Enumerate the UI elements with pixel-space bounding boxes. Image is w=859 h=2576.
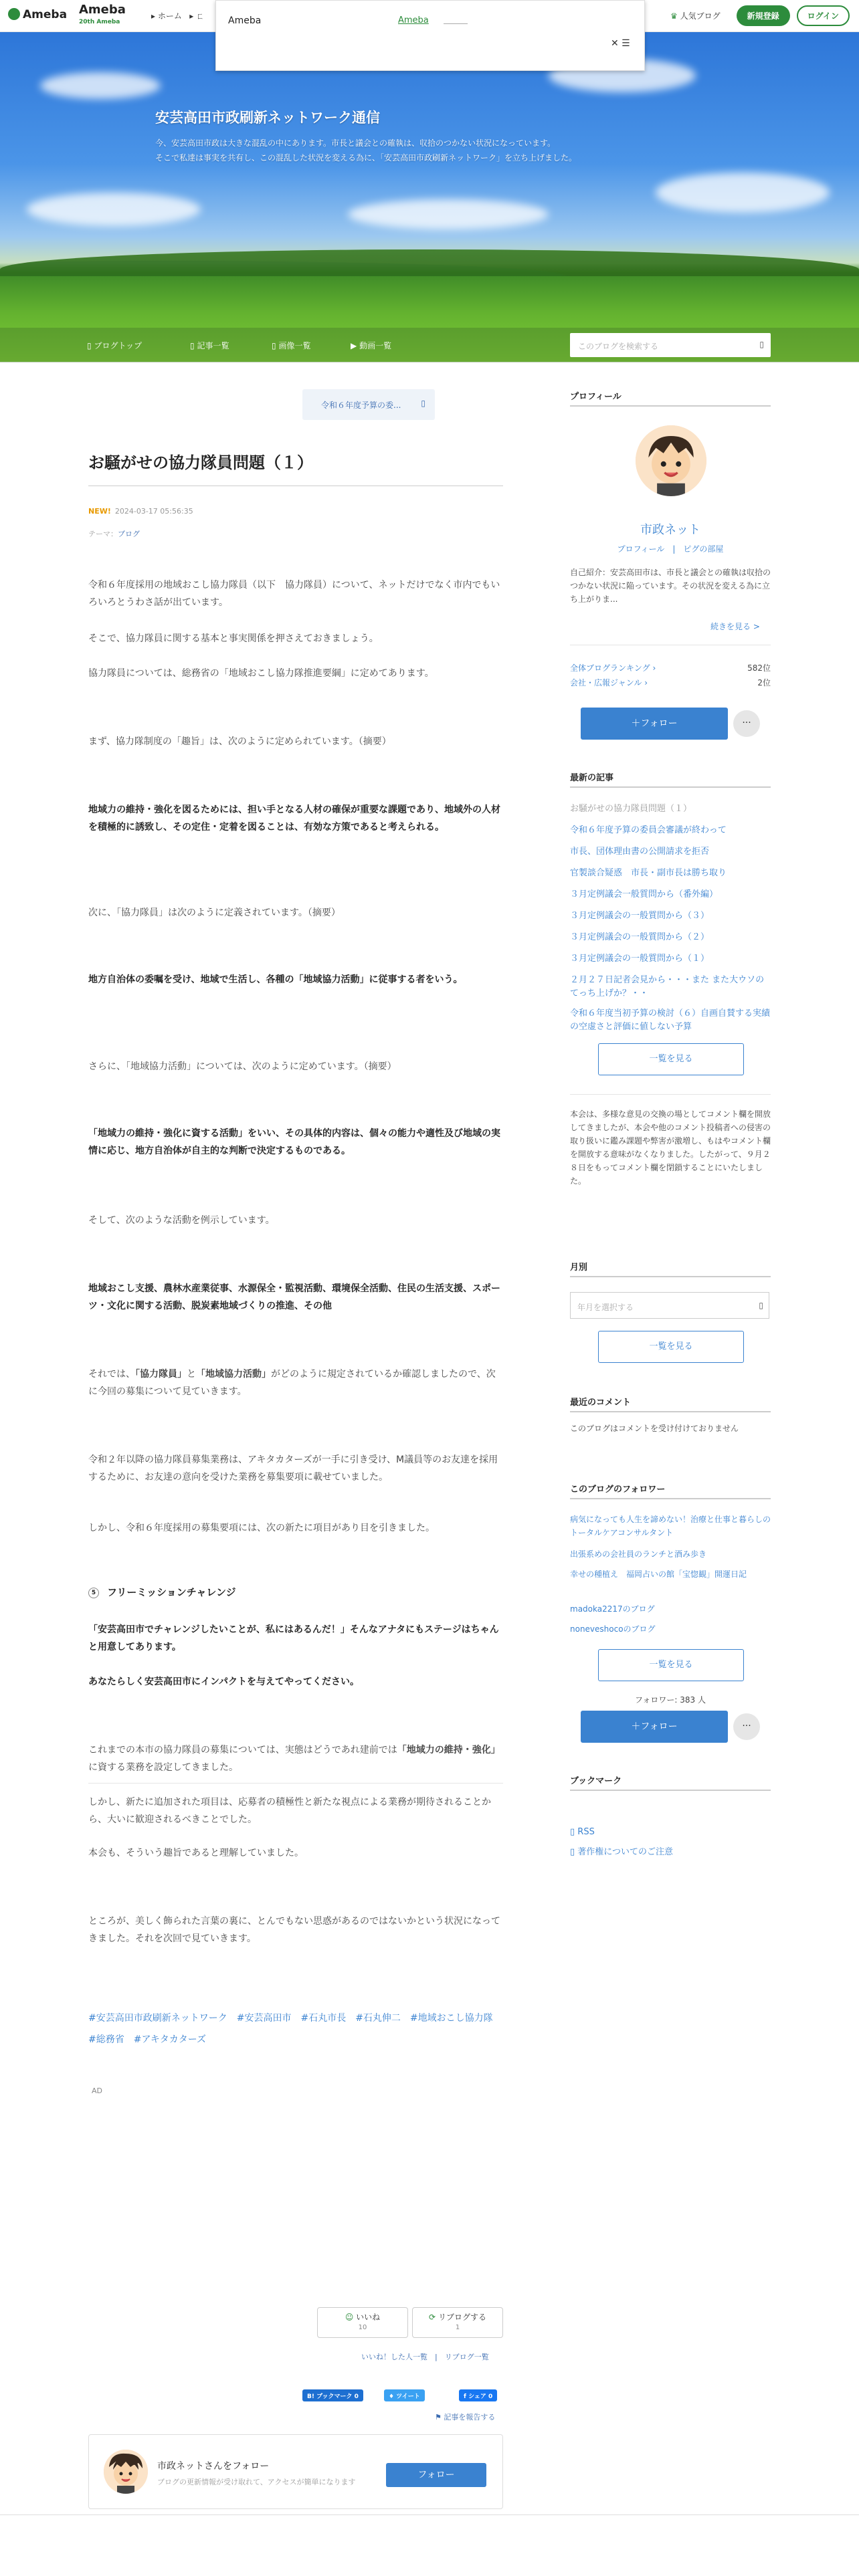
- chevron-down-icon: ▯: [759, 1301, 763, 1310]
- like-button[interactable]: ☺ いいね 10: [317, 2307, 408, 2338]
- article-list-link[interactable]: ▯ 記事一覧: [190, 341, 229, 350]
- followers-list-button[interactable]: 一覧を見る: [598, 1649, 744, 1681]
- follower-blog-link[interactable]: 病気になっても人生を諦めない！治療と仕事と暮らしのトータルケアコンサルタント: [570, 1515, 771, 1537]
- avatar-icon: [104, 2450, 148, 2494]
- video-icon: ▶: [351, 341, 357, 350]
- follow-box-description: ブログの更新情報が受け取れて、アクセスが簡単になります: [157, 2478, 356, 2486]
- more-options-button[interactable]: ···: [733, 710, 760, 737]
- chevron-right-icon: ▯: [421, 399, 425, 408]
- heading-underline: [570, 786, 771, 788]
- reblog-list-link[interactable]: リブログ一覧: [444, 2353, 489, 2361]
- latest-article-link[interactable]: 令和６年度予算の委員会審議が終わって: [570, 825, 727, 835]
- profile-link[interactable]: プロフィール: [617, 544, 665, 554]
- ad-label: AD: [92, 2086, 102, 2095]
- rss-link[interactable]: ▯ RSS: [570, 1827, 595, 1837]
- bird-icon: ♦: [389, 2393, 395, 2400]
- paragraph: しかし、令和６年度採用の募集要項には、次の新たに項目があり目を引きました。: [88, 1523, 435, 1533]
- blog-top-link[interactable]: ▯ ブログトップ: [87, 341, 142, 350]
- profile-heading: プロフィール: [570, 392, 622, 402]
- more-options-button-2[interactable]: ···: [733, 1713, 760, 1740]
- follower-blog-link[interactable]: noneveshocoのブログ: [570, 1624, 656, 1634]
- reblog-button[interactable]: ⟳ リブログする 1: [412, 2307, 503, 2338]
- heading-underline: [570, 1790, 771, 1791]
- like-users-link[interactable]: いいね！した人一覧: [361, 2353, 427, 2361]
- profile-avatar[interactable]: [636, 425, 706, 496]
- heading-underline: [570, 1411, 771, 1412]
- bold-quote: 「安芸高田市でチャレンジしたいことが、私にはあるんだ！」そんなアナタにもステージはちゃんと用意してあります。: [88, 1624, 499, 1652]
- popup-label: Ameba: [228, 15, 262, 26]
- new-badge: NEW!: [88, 507, 111, 516]
- heading-underline: [570, 1276, 771, 1277]
- divider: [570, 1094, 771, 1095]
- recent-comments-heading: 最近のコメント: [570, 1398, 632, 1408]
- genre-ranking-link[interactable]: 会社・広報ジャンル › 2位: [570, 678, 771, 687]
- paragraph: そこで、協力隊員に関する基本と事実関係を押さえておきましょう。: [88, 633, 379, 644]
- prev-article-link[interactable]: 令和６年度予算の委... ▯: [302, 389, 435, 420]
- bold-quote: 地域おこし支援、農林水産業従事、水源保全・監視活動、環境保全活動、住民の生活支援、スポーツ・文化に関する活動、脱炭素地域づくりの推進、その他: [88, 1283, 500, 1311]
- latest-articles-heading: 最新の記事: [570, 773, 614, 783]
- bold-quote: あなたらしく安芸高田市にインパクトを与えてやってください。: [88, 1677, 360, 1687]
- theme-link[interactable]: ブログ: [118, 530, 140, 538]
- profile-name[interactable]: 市政ネット: [640, 523, 700, 537]
- popup-close-button[interactable]: ✕ ☰: [611, 38, 630, 49]
- sidebar-follow-button[interactable]: ＋フォロー: [581, 708, 728, 740]
- heading-underline: [570, 1498, 771, 1499]
- bookmark-heading: ブックマーク: [570, 1776, 622, 1786]
- reaction-links: いいね！した人一覧 | リブログ一覧: [361, 2353, 489, 2361]
- paragraph: 本会も、そういう趣旨であると理解していました。: [88, 1848, 304, 1858]
- article-title[interactable]: お騒がせの協力隊員問題（１）: [88, 453, 313, 472]
- hashtag-list[interactable]: #安芸高田市政刷新ネットワーク #安芸高田市 #石丸市長 #石丸伸二 #地域おこし協力隊 #総務省 #アキタカターズ: [88, 2013, 502, 2045]
- report-article-link[interactable]: ⚑ 記事を報告する: [435, 2413, 496, 2422]
- latest-article-link[interactable]: ３月定例議会の一般質問から（１）: [570, 954, 710, 964]
- document-icon: ▯: [570, 1847, 575, 1857]
- flag-icon: ⚑: [435, 2413, 442, 2422]
- popup-dialog: [215, 0, 645, 71]
- video-list-link[interactable]: ▶ 動画一覧: [351, 341, 392, 350]
- no-comments-text: このブログはコメントを受け付けておりません: [570, 1424, 739, 1433]
- section-heading: 5 フリーミッションチャレンジ: [88, 1585, 236, 1599]
- latest-article-link[interactable]: ３月定例議会の一般質問から（３）: [570, 911, 710, 921]
- rss-icon: ▯: [570, 1827, 575, 1837]
- tweet-button[interactable]: ♦ ツイート: [384, 2389, 425, 2401]
- overall-ranking-link[interactable]: 全体ブログランキング › 582位: [570, 663, 771, 673]
- latest-article-link[interactable]: 市長、団体理由書の公開請求を拒否: [570, 847, 710, 857]
- like-count: 10: [358, 2324, 367, 2331]
- follower-count: フォロワー: 383 人: [635, 1695, 706, 1705]
- profile-links: プロフィール | ピグの部屋: [617, 544, 724, 554]
- like-icon: ☺: [345, 2313, 354, 2322]
- profile-intro: 自己紹介：安芸高田市は、市長と議会との確執は収拾のつかない状況に陥っています。その状況を変える為に立ち上がりま...: [570, 568, 771, 604]
- chevron-right-icon: ›: [644, 678, 648, 687]
- ameba-logo[interactable]: Ameba: [8, 8, 67, 21]
- latest-article-link[interactable]: 官製談合疑惑 市長・副市長は勝ち取り: [570, 868, 727, 878]
- follow-button[interactable]: フォロー: [386, 2463, 486, 2487]
- paragraph: まず、協力隊制度の「趣旨」は、次のように定められています。（摘要）: [88, 736, 391, 747]
- monthly-heading: 月別: [570, 1263, 588, 1273]
- cloud: [348, 199, 549, 229]
- blog-icon: ▯: [87, 341, 92, 350]
- latest-article-link[interactable]: ３月定例議会の一般質問から（２）: [570, 932, 710, 942]
- paragraph: しかし、新たに追加された項目は、応募者の積極性と新たな視点による業務が期待されることから、大いに歓迎されるべきことでした。: [88, 1797, 491, 1825]
- image-list-link[interactable]: ▯ 画像一覧: [272, 341, 311, 350]
- blog-description: 今、安芸高田市政は大きな混乱の中にあります。市長と議会との確執は、収拾のつかない状況になっています。 そこで私達は事実を共有し、この混乱した状況を変える為に、「安芸高田市政刷新ネットワーク」を立ち上げました。: [155, 138, 577, 163]
- ameba-logo-icon: [8, 8, 20, 20]
- paragraph: 協力隊員については、総務省の「地域おこし協力隊推進要綱」に定めてあります。: [88, 668, 434, 679]
- monthly-list-button[interactable]: 一覧を見る: [598, 1331, 744, 1363]
- article-meta: [88, 507, 193, 516]
- pigg-room-link[interactable]: ピグの部屋: [683, 544, 724, 554]
- paragraph: 令和６年度採用の地域おこし協力隊員（以下 協力隊員）について、ネットだけでなく市内でもいろいろとうわさ話が出ています。: [88, 580, 500, 608]
- follow-box: [88, 2434, 503, 2509]
- paragraph: それでは、「協力隊員」と「地域協力活動」がどのように規定されているか確認しましたので、次に今回の募集について見ていきます。: [88, 1369, 496, 1397]
- latest-article-link[interactable]: 令和６年度当初予算の検討（６）自画自賛する実績の空虚さと評価に値しない予算: [570, 1008, 771, 1032]
- footer-divider: [0, 2514, 859, 2515]
- popular-blog-link[interactable]: ♛ 人気ブログ: [670, 11, 721, 21]
- facebook-share-button[interactable]: f シェア 0: [459, 2389, 497, 2401]
- article-date: 2024-03-17 05:56:35: [114, 507, 193, 516]
- paragraph: さらに、「地域協力活動」については、次のように定めています。（摘要）: [88, 1061, 397, 1072]
- paragraph: 次に、「協力隊員」は次のように定義されています。（摘要）: [88, 907, 341, 918]
- number-badge: 5: [88, 1588, 99, 1598]
- header-actions: [670, 5, 850, 26]
- blog-header-image: [0, 32, 859, 362]
- article-list-button[interactable]: 一覧を見る: [598, 1043, 744, 1075]
- blog-title[interactable]: 安芸高田市政刷新ネットワーク通信: [155, 110, 380, 126]
- bold-quote: 地域力の維持・強化を図るためには、担い手となる人材の確保が重要な課題であり、地域外の人材を積極的に誘致し、その定住・定着を図ることは、有効な方策であると考えられる。: [88, 804, 500, 833]
- global-nav: [151, 10, 204, 21]
- follower-blog-link[interactable]: 出張系めの会社員のランチと酒み歩き: [570, 1549, 707, 1559]
- rank-up-icon: ›: [652, 663, 656, 673]
- heading-underline: [570, 405, 771, 407]
- bold-quote: 「地域力の維持・強化に資する活動」をいい、その具体的内容は、個々の能力や適性及び地域の実情に応じ、地方自治体が自主的な判断で決定するものである。: [88, 1128, 500, 1156]
- reblog-count: 1: [455, 2324, 460, 2331]
- list-icon: ▯: [190, 341, 195, 350]
- popup-link[interactable]: Ameba: [398, 15, 429, 25]
- paragraph: これまでの本市の協力隊員の募集については、実態はどうであれ建前では「地域力の維持・強化」に資する業務を設定してきました。: [88, 1745, 500, 1773]
- follow-box-name: 市政ネットさんをフォロー: [157, 2461, 270, 2472]
- cloud: [656, 173, 830, 213]
- paragraph: そして、次のような活動を例示しています。: [88, 1215, 275, 1226]
- avatar: [104, 2450, 148, 2494]
- facebook-icon: f: [464, 2393, 466, 2400]
- paragraph: ところが、美しく飾られた言葉の裏に、とんでもない思惑があるのではないかという状況になってきました。それを次回で見ていきます。: [88, 1916, 500, 1944]
- comment-closed-notice: 本会は、多様な意見の交換の場としてコメント欄を開放してきましたが、本会や他のコメント投稿者への侵害の取り扱いに鑑み課題や弊害が激増し、もはやコメント欄を開放する意味がなくなりました。したがって、９月２８日をもってコメント欄を閉鎖することにいたしました。: [570, 1109, 771, 1186]
- nav-home[interactable]: ▸ ホーム: [151, 11, 182, 21]
- profile-avatar-icon: [636, 425, 706, 496]
- signup-button[interactable]: 新規登録: [737, 5, 790, 26]
- follower-blog-link[interactable]: 幸せの種植え 福岡占いの館「宝惚観」開運日記: [570, 1570, 747, 1579]
- paragraph: 令和２年以降の協力隊員募集業務は、アキタカターズが一手に引き受け、M議員等のお友達を採用するために、お友達の意向を受けた業務を募集要項に載せていました。: [88, 1455, 498, 1483]
- ameba-20th-logo[interactable]: Ameba 20th Ameba: [79, 3, 126, 25]
- hatena-bookmark-button[interactable]: B! ブックマーク 0: [302, 2389, 363, 2401]
- bold-quote: 地方自治体の委嘱を受け、地域で生活し、各種の「地域協力活動」に従事する者をいう。: [88, 974, 463, 985]
- latest-article-link[interactable]: ３月定例議会一般質問から（番外編）: [570, 889, 719, 899]
- month-select[interactable]: 年月を選択する ▯: [570, 1292, 769, 1319]
- image-icon: ▯: [272, 341, 276, 350]
- latest-article-link[interactable]: ２月２７日記者会見から・・・また また大ウソのてっち上げか？・・: [570, 975, 765, 998]
- crown-icon: ♛: [670, 11, 678, 21]
- paragraph-divider: [88, 1783, 503, 1784]
- login-button[interactable]: ログイン: [797, 5, 850, 26]
- follower-blog-link[interactable]: madoka2217のブログ: [570, 1604, 655, 1614]
- article-theme: テーマ：ブログ: [88, 530, 140, 538]
- blog-search-input[interactable]: このブログを検索する ▯: [570, 333, 771, 357]
- sidebar-follow-button-2[interactable]: ＋フォロー: [581, 1711, 728, 1743]
- cloud: [27, 193, 201, 226]
- followers-heading: このブログのフォロワー: [570, 1485, 666, 1495]
- tree-line: [0, 249, 859, 276]
- nav-more[interactable]: ▸ ㄈ: [189, 11, 205, 21]
- copyright-link[interactable]: ▯ 著作権についてのご注意: [570, 1847, 674, 1857]
- read-more-link[interactable]: 続きを見る >: [710, 622, 760, 631]
- popup-underline: [444, 23, 468, 24]
- reblog-icon: ⟳: [429, 2313, 436, 2322]
- latest-article-link[interactable]: お騒がせの協力隊員問題（１）: [570, 804, 692, 814]
- search-icon[interactable]: ▯: [759, 340, 764, 349]
- blog-nav: [0, 328, 859, 362]
- cloud: [40, 72, 161, 99]
